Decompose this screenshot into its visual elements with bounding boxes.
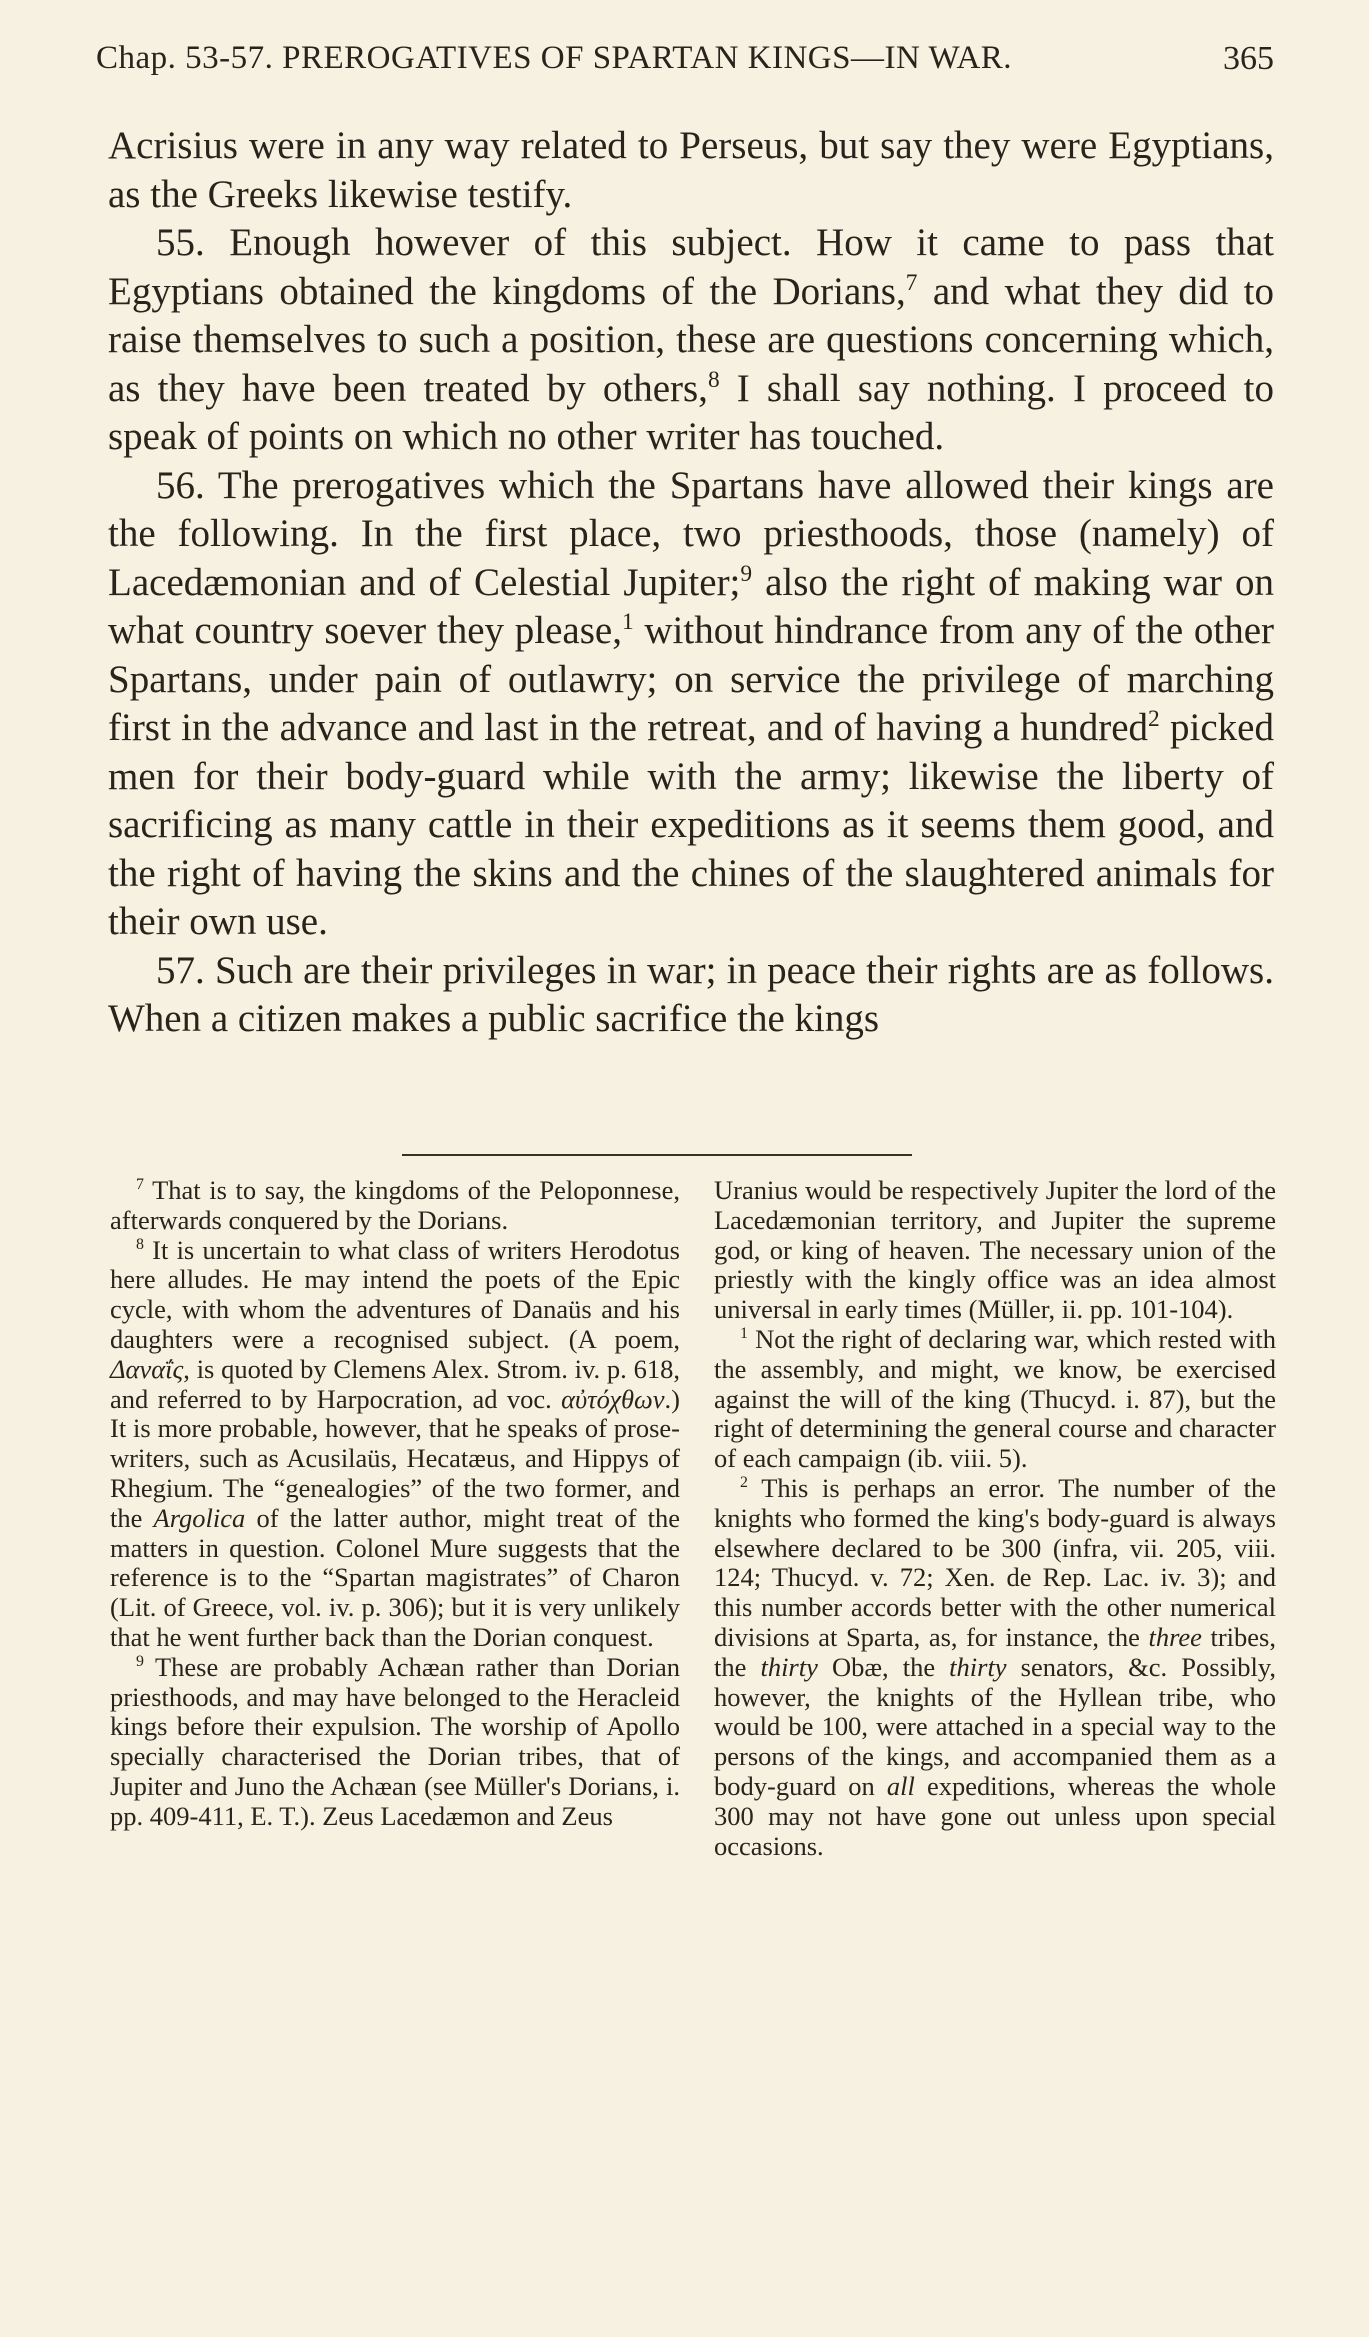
footnote-ref-7[interactable]: 7 xyxy=(905,269,918,296)
footnote-9-continued: Uranius would be respectively Jupiter the lord of the Lacedæmonian territory, and Jupiter the supreme god, or king of heaven. The necessary union of the priestly with the kingly office was an idea almost universal in early times (Müller, ii. pp. 101-104). xyxy=(714,1175,1276,1325)
paragraph-continuation: Acrisius were in any way related to Perseus, but say they were Egyptians, as the Greeks likewise testify. xyxy=(108,124,1274,216)
footnote-divider xyxy=(402,1154,912,1156)
paragraph-56: 56. The prerogatives which the Spartans have allowed their kings are the following. In the first place, two priesthoods, those (namely) of Lacedæmonian and of Celestial Jupiter;$^9$ also the right of making war on what country soever they please,$^1$ without hindrance from any of the other Spartans, under pain of outlawry; on service the privilege of marching first in the advance and last in the retreat, and of having a hundred$^2$ picked men for their body-guard while with the army; likewise the liberty of sacrificing as many cattle in their expeditions as it seems them good, and the right of having the skins and the chines of the slaughtered animals for their own use. xyxy=(108,463,1274,943)
running-header xyxy=(96,30,1274,90)
footnote-ref-8[interactable]: 8 xyxy=(707,366,720,393)
paragraph-57: 57. Such are their privileges in war; in peace their rights are as follows. When a citizen makes a public sacrifice the kings xyxy=(108,948,1274,1040)
footnote-1: $^1$ Not the right of declaring war, which rested with the assembly, and might, we know, be exercised against the will of the king (Thucyd. i. 87), but the right of determining the general course and character of each campaign (ib. viii. 5). xyxy=(714,1323,1276,1474)
footnotes-right-column xyxy=(714,1176,1276,1861)
footnote-ref-1[interactable]: 1 xyxy=(621,609,634,635)
footnote-ref-9[interactable]: 9 xyxy=(740,560,753,587)
paragraph-55: 55. Enough however of this subject. How it came to pass that Egyptians obtained the kingdoms of the Dorians,$^7$ and what they did to raise themselves to such a position, these are questions concerning which, as they have been treated by others,$^8$ I shall say nothing. I proceed to speak of points on which no other writer has touched. xyxy=(108,221,1275,458)
running-title: Chap. 53-57. PREROGATIVES OF SPARTAN KINGS—IN WAR. xyxy=(96,40,1013,76)
footnotes-left-column xyxy=(110,1176,680,1832)
footnote-ref-2[interactable]: 2 xyxy=(1148,706,1160,732)
footnote-2: $^2$ This is perhaps an error. The number of the knights who formed the king's body-guard is always elsewhere declared to be 300 (infra, vii. 205, viii. 124; Thucyd. v. 72; Xen. de Rep. Lac. iv. 3); and this number accords better with the other numerical divisions at Sparta, as, for instance, the three tribes, the thirty Obæ, the thirty senators, &c. Possibly, however, the knights of the Hyllean tribe, who would be 100, were attached in a special way to the persons of the kings, and accompanied them as a body-guard on all expeditions, whereas the whole 300 may not have gone out unless upon special occasions. xyxy=(714,1472,1276,1861)
footnote-7: $^7$ That is to say, the kingdoms of the Peloponnese, afterwards conquered by the Dorians. xyxy=(110,1175,680,1235)
main-text xyxy=(108,122,1274,1044)
footnote-9: $^9$ These are probably Achæan rather than Dorian priesthoods, and may have belonged to the Heracleid kings before their expulsion. The worship of Apollo specially characterised the Dorian tribes, that of Jupiter and Juno the Achæan (see Müller's Dorians, i. pp. 409-411, E. T.). Zeus Lacedæmon and Zeus xyxy=(110,1651,680,1831)
page-number: 365 xyxy=(1223,40,1274,77)
footnote-8: $^8$ It is uncertain to what class of writers Herodotus here alludes. He may intend the poets of the Epic cycle, with whom the adventures of Danaüs and his daughters were a recognised subject. (A poem, Δαναΐς, is quoted by Clemens Alex. Strom. iv. p. 618, and referred to by Harpocration, ad voc. αὐτόχθων.) It is more probable, however, that he speaks of prose-writers, such as Acusilaüs, Hecatæus, and Hippys of Rhegium. The “genealogies” of the two former, and the Argolica of the latter author, might treat of the matters in question. Colonel Mure suggests that the reference is to the “Spartan magistrates” of Charon (Lit. of Greece, vol. iv. p. 306); but it is very unlikely that he went further back than the Dorian conquest. xyxy=(110,1234,681,1652)
